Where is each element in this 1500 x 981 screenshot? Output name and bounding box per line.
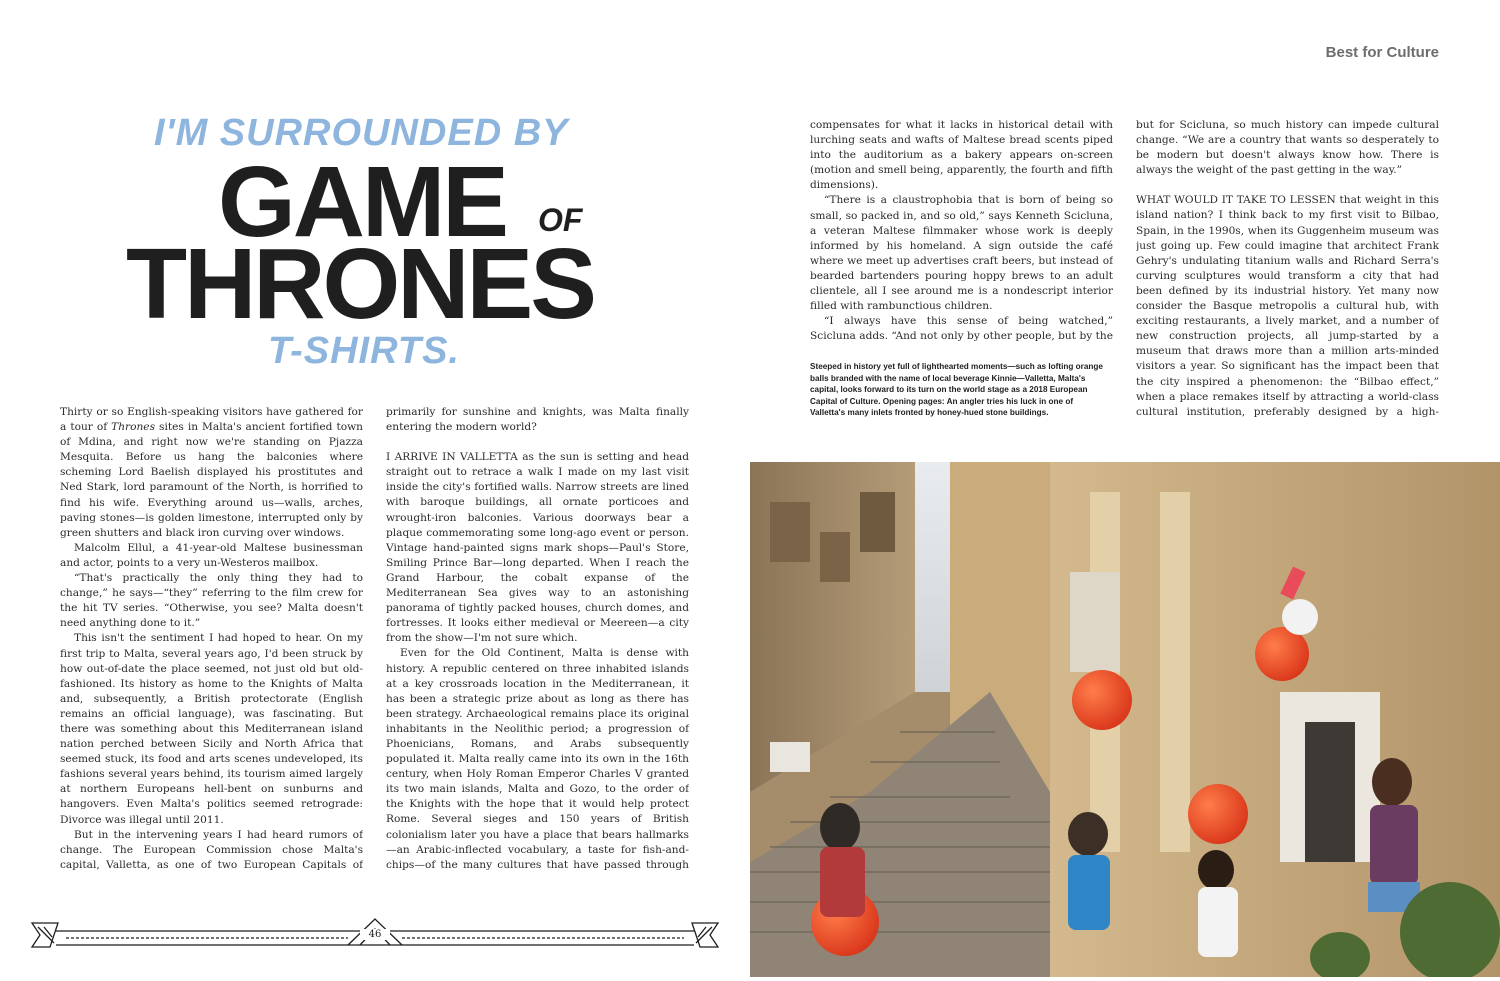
- paragraph: This isn't the sentiment I had hoped to hear. On my first trip to Malta, several years ago, I'd been struck by how out-of-date the place seemed, not just old but old-fashioned. Its history as home to the Knights of Malta and, subsequently, a British protectorate (English remains an official language), was fascinating. But there was something about this Mediterranean island nation perched between Sicily and North Africa that seemed stuck, its food and arts scenes undeveloped, its fashions several years behind, its tourism aimed largely at northern Europeans hell-bent on sunburns and hangovers. Even Malta's politics seemed retrograde: Divorce was illegal until 2011.: [60, 632, 363, 826]
- body-column-1: [60, 405, 363, 875]
- body-column-4: [1136, 118, 1439, 420]
- headline-of: OF: [538, 202, 583, 238]
- paragraph: Thirty or so English-speaking visitors have gathered for a tour of Thrones sites in Malta's ancient fortified town of Mdina, and right now we're standing on Pjazza Mesquita. Before us hang the balconies where scheming Lord Baelish displayed his prostitutes and Ned Stark, lord paramount of the North, is horrified to find his wife. Everything around us—walls, arches, paving stones—is golden limestone, interrupted only by green shutters and black iron curving over windows.: [60, 406, 363, 539]
- photo-caption: Steeped in history yet full of lighthearted moments—such as lofting orange balls branded with the name of local beverage Kinnie—Valletta, Malta's capital, looks forward to its turn on the world stage as a 2018 European Capital of Culture. Opening pages: An angler tries his luck in one of Valletta's many inlets fronted by honey-hued stone buildings.: [810, 362, 1103, 417]
- paragraph: “There is a claustrophobia that is born of being so small, so packed in, and so old,” says Kenneth Scicluna, a veteran Maltese filmmaker whose work is deeply informed by his homeland. A sign outside the café where we meet up advertises craft beers, but instead of bearded bartenders pouring hoppy brews to an adult clientele, all I see around me is a nondescript interior filled with rambunctious children.: [810, 194, 1113, 313]
- paragraph: “I always have this sense of being watched,” Scicluna adds. “And not only by other people, but by the: [810, 315, 1113, 343]
- paragraph: But in the intervening years I had heard rumors of change. The European Commission chose Malta's capital, Valletta, as one of two European Capitals of: [60, 828, 363, 871]
- body-column-3: [810, 118, 1113, 344]
- headline-thrones: THRONES: [126, 228, 594, 340]
- paragraph: WHAT WOULD IT TAKE TO LESSEN that weight in this island nation? I think back to my first visit to Bilbao, Spain, in the 1990s, when its Guggenheim museum was just going up. Few could imagine that architect Frank Gehry's undulating titanium walls and Richard Serra's curving sculptures would transform a city that had been defined by its industrial history. Yet many now consider the Basque metropolis a cultural hub, with exciting restaurants, a lively market, and a number of new construction projects, all jump-started by a museum that draws more than a million arts-minded visitors a year. So significant has the impact been that the city inspired a phenomenon: the “Bilbao effect,” when a place remakes itself by attracting a world-class cultural institution, preferably designed by a high-: [1136, 194, 1439, 418]
- page-number: 46: [360, 929, 390, 940]
- paragraph: “That's practically the only thing they had to change,” he says—“they” referring to the film crew for the hit TV series. “Otherwise, you see? Malta doesn't need anything done to it.”: [60, 572, 363, 630]
- headline-bottom: T-SHIRTS.: [268, 330, 460, 372]
- paragraph: Even for the Old Continent, Malta is dense with history. A republic centered on three inhabited islands at a key crossroads location in the Mediterranean, it has been a strategic prize about as long as there has been strategy. Archaeological remains place its original inhabitants in the Neolithic period; a progression of Phoenicians, Romans, and Arabs subsequently populated it. Malta really came into its own in the 16th century, when Holy Roman Emperor Charles V granted its two main islands, Malta and Gozo, to the order of the Knights with the hope that it would help protect Rome. Several sieges and 150 years of British colonialism later you have a place that bears hallmarks—an Arabic-inflected vocabulary, a taste for fish-and-chips—of the many cultures that have passed through: [386, 647, 689, 871]
- headline-top: I'M SURROUNDED BY: [154, 112, 569, 154]
- street-photo: [750, 462, 1500, 977]
- paragraph: primarily for sunshine and knights, was Malta finally entering the modern world?: [386, 406, 689, 434]
- paragraph: but for Scicluna, so much history can impede cultural change. “We are a country that wants so desperately to be modern but doesn't always know how. There is always the weight of the past getting in the way.”: [1136, 119, 1439, 177]
- paragraph: I ARRIVE IN VALLETTA as the sun is setting and head straight out to retrace a walk I made on my last visit inside the city's fortified walls. Narrow streets are lined with baroque buildings, all ornate porticoes and wrought-iron balconies. Various doorways bear a plaque commemorating some long-ago event or person. Vintage hand-painted signs mark shops—Paul's Store, Smiling Prince Bar—long departed. When I reach the Grand Harbour, the cobalt expanse of the Mediterranean Sea gives way to an astonishing panorama of tightly packed houses, church domes, and fortresses. It looks either medieval or Meereen—a city from the show—I'm not sure which.: [386, 451, 689, 645]
- paragraph: Malcolm Ellul, a 41-year-old Maltese businessman and actor, points to a very un-Westeros mailbox.: [60, 541, 363, 569]
- section-label: Best for Culture: [1325, 44, 1439, 61]
- headline-game: GAME: [218, 146, 506, 258]
- body-column-2: [386, 405, 689, 875]
- footer-ornament: [30, 915, 720, 951]
- paragraph: compensates for what it lacks in historical detail with lurching seats and wafts of Maltese bread scents piped into the auditorium as a bakery appears on-screen (motion and smell being, apparently, the fourth and fifth dimensions).: [810, 119, 1113, 192]
